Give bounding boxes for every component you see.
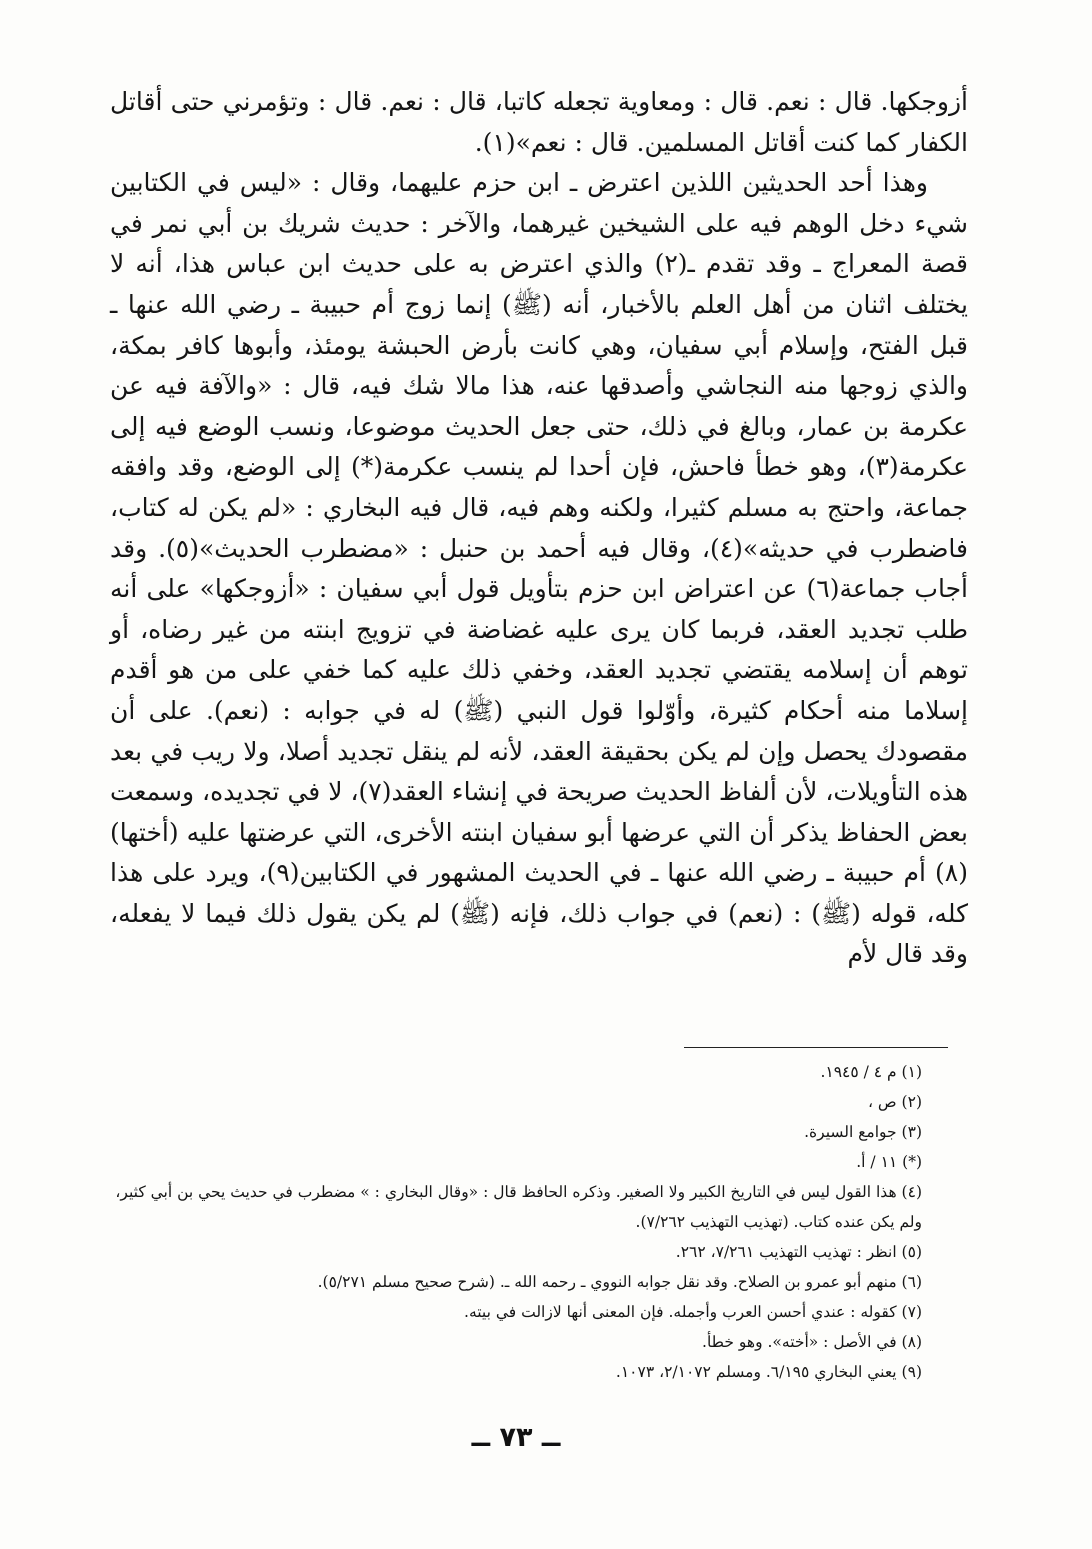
footnote-3: (٣) جوامع السيرة. bbox=[804, 1123, 922, 1141]
footnote-9: (٩) يعني البخاري ٦/١٩٥. ومسلم ٢/١٠٧٢، ١٠٧٣. bbox=[615, 1363, 922, 1381]
footnotes bbox=[108, 1057, 922, 1387]
page-number: ــ ٧٣ ــ bbox=[471, 1422, 561, 1453]
footnote-2: (٢) ص ، bbox=[867, 1093, 922, 1111]
footnote-5: (٥) انظر : تهذيب التهذيب ٧/٢٦١، ٢٦٢. bbox=[675, 1243, 922, 1261]
footnote-7: (٧) كقوله : عندي أحسن العرب وأجمله. فإن المعنى أنها لازالت في بيته. bbox=[464, 1303, 922, 1321]
footnote-1: (١) م ٤ / ١٩٤٥. bbox=[820, 1063, 922, 1081]
body-paragraph-2: وهذا أحد الحديثين اللذين اعترض ـ ابن حزم عليهما، وقال : «ليس في الكتابين شيء دخل الوهم فيه على الشيخين غيرهما، والآخر : حديث شريك بن أبي نمر في قصة المعراج ـ وقد تقدم ـ(٢) والذي اعترض به على حديث ابن عباس هذا، أنه لا يختلف اثنان من أهل العلم بالأخبار، أنه (ﷺ) إنما زوج أم حبيبة ـ رضي الله عنها ـ قبل الفتح، وإسلام أبي سفيان، وهي كانت بأرض الحبشة يومئذ، وأبوها كافر بمكة، والذي زوجها منه النجاشي وأصدقها عنه، هذا مالا شك فيه، قال : «والآفة فيه عن عكرمة بن عمار، وبالغ في ذلك، حتى جعل الحديث موضوعا، ونسب الوضع فيه إلى عكرمة(٣)، وهو خطأ فاحش، فإن أحدا لم ينسب عكرمة(*) إلى الوضع، وقد وافقه جماعة، واحتج به مسلم كثيرا، ولكنه وهم فيه، قال فيه البخاري : «لم يكن له كتاب، فاضطرب في حديثه»(٤)، وقال فيه أحمد بن حنبل : «مضطرب الحديث»(٥). وقد أجاب جماعة(٦) عن اعتراض ابن حزم بتأويل قول أبي سفيان : «أزوجكها» على أنه طلب تجديد العقد، فربما كان يرى عليه غضاضة في تزويج ابنته من غير رضاه، أو توهم أن إسلامه يقتضي تجديد العقد، وخفي ذلك عليه كما خفي على من هو أقدم إسلاما منه أحكام كثيرة، وأوّلوا قول النبي (ﷺ) له في جوابه : (نعم). على أن مقصودك يحصل وإن لم يكن بحقيقة العقد، لأنه لم ينقل تجديد أصلا، ولا ريب في بعد هذه التأويلات، لأن ألفاظ الحديث صريحة في إنشاء العقد(٧)، لا في تجديده، وسمعت بعض الحفاظ يذكر أن التي عرضها أبو سفيان ابنته الأخرى، التي عرضتها عليه (أختها)(٨) أم حبيبة ـ رضي الله عنها ـ في الحديث المشهور في الكتابين(٩)، ويرد على هذا كله، قوله (ﷺ) : (نعم) في جواب ذلك، فإنه (ﷺ) لم يكن يقول ذلك فيما لا يفعله، وقد قال لأم bbox=[110, 168, 969, 969]
footnote-separator bbox=[684, 1047, 948, 1048]
footnote-4: (٤) هذا القول ليس في التاريخ الكبير ولا الصغير. وذكره الحافظ قال : «وقال البخاري : » مضطرب في حديث يحي بن أبي كثير، ولم يكن عنده كتاب. (تهذيب التهذيب ٧/٢٦٢). bbox=[115, 1183, 922, 1231]
main-body-text bbox=[110, 82, 968, 975]
footnote-8: (٨) في الأصل : «أخته». وهو خطأ. bbox=[702, 1333, 922, 1351]
body-paragraph-1: أزوجكها. قال : نعم. قال : ومعاوية تجعله كاتبا، قال : نعم. قال : وتؤمرني حتى أقاتل الكفار كما كنت أقاتل المسلمين. قال : نعم»(١). bbox=[110, 87, 968, 157]
footnote-6: (٦) منهم أبو عمرو بن الصلاح. وقد نقل جوابه النووي ـ رحمه الله ـ. (شرح صحيح مسلم ٥/٢٧١). bbox=[317, 1273, 922, 1291]
footnote-star: (*) ١١ / أ. bbox=[856, 1153, 922, 1171]
